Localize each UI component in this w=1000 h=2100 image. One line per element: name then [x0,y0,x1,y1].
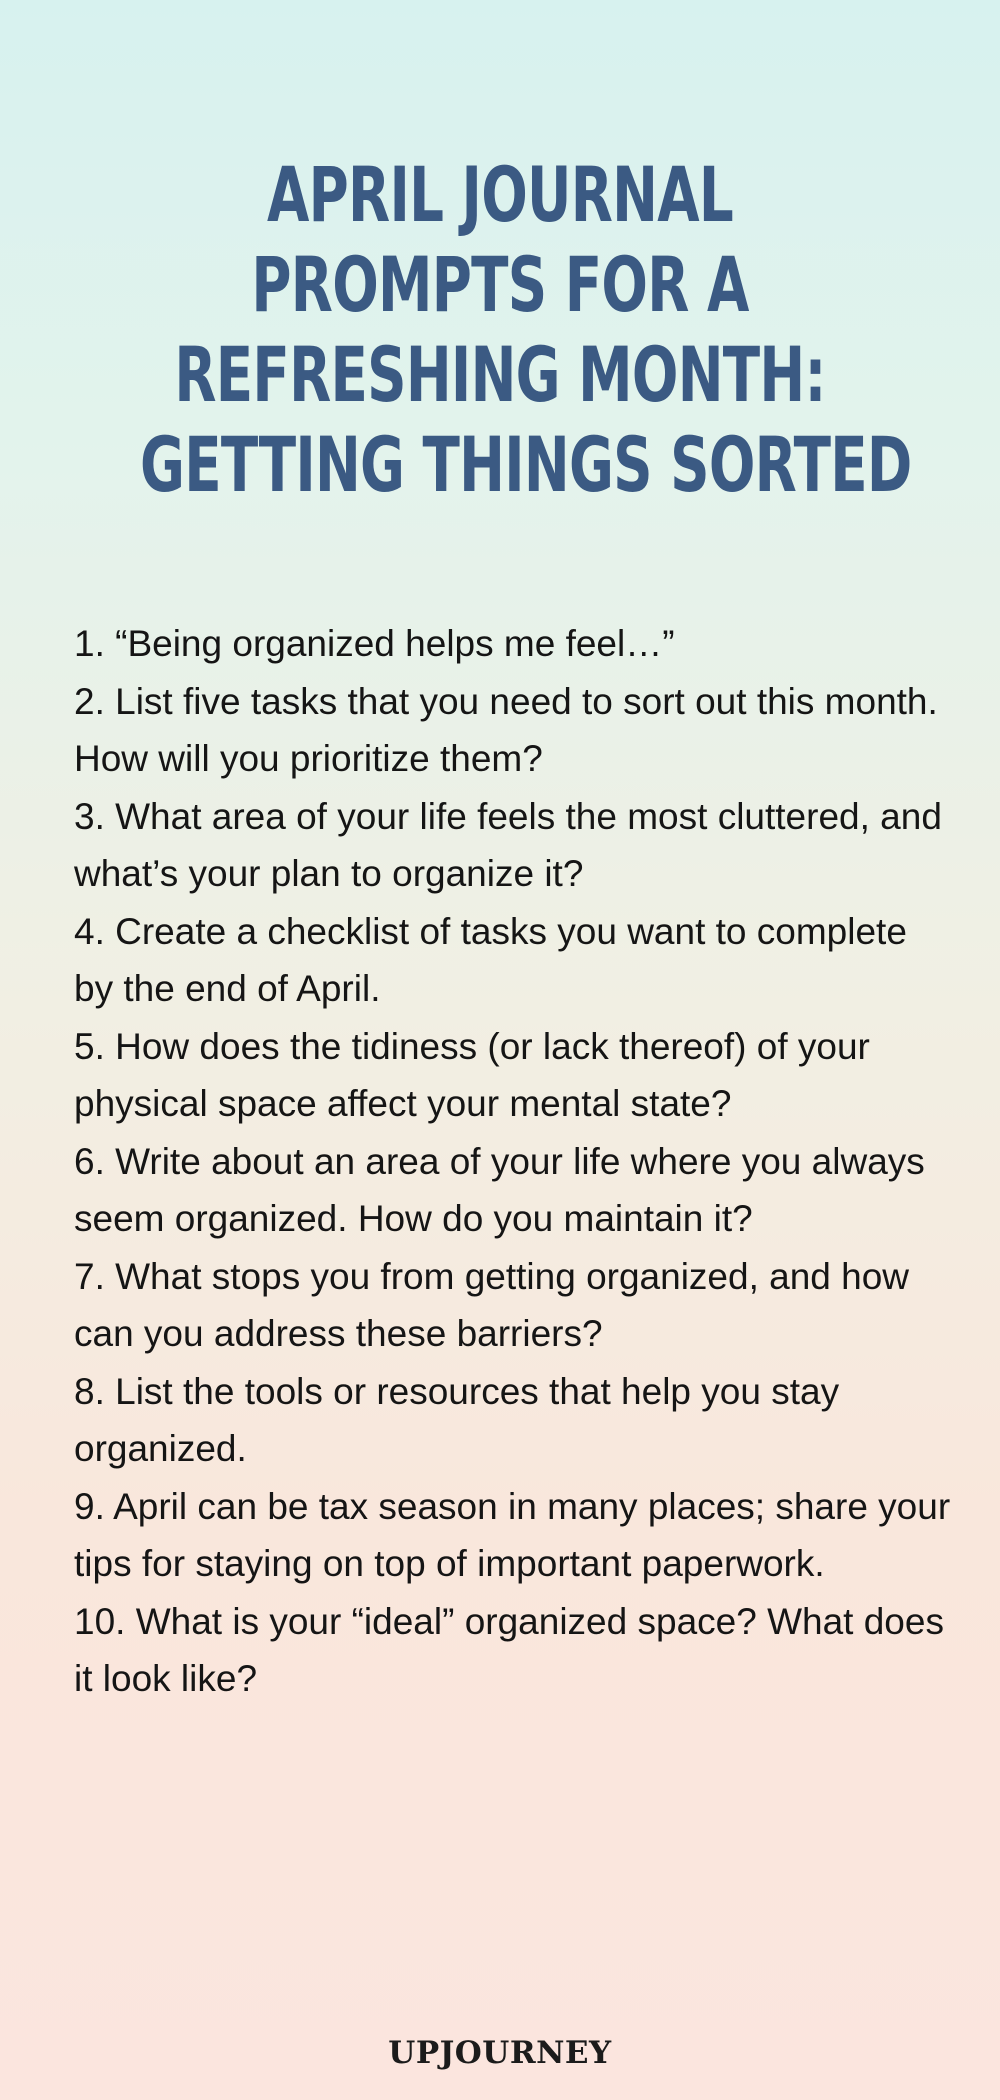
title-line-2: PROMPTS FOR A [251,240,749,329]
prompt-item-9: 9. April can be tax season in many places; share your tips for staying on top of important paperwork. [74,1485,951,1584]
prompt-item-3: 3. What area of your life feels the most cluttered, and what’s your plan to organize it? [74,795,942,894]
brand-logo: UPJOURNEY [388,2035,612,2071]
prompt-item-1: 1. “Being organized helps me feel…” [74,623,675,664]
prompt-item-4: 4. Create a checklist of tasks you want to complete by the end of April. [74,910,907,1009]
title-line-3: REFRESHING MONTH: [174,330,826,419]
title-line-1: APRIL JOURNAL [267,150,733,239]
prompt-item-10: 10. What is your “ideal” organized space? What does it look like? [74,1600,944,1699]
page-title [140,150,912,510]
prompt-item-7: 7. What stops you from getting organized, and how can you address these barriers? [74,1255,910,1354]
prompt-item-5: 5. How does the tidiness (or lack thereof) of your physical space affect your mental state? [74,1025,870,1124]
title-line-4: GETTING THINGS SORTED [140,420,912,509]
prompt-item-8: 8. List the tools or resources that help you stay organized. [74,1370,840,1469]
prompt-item-2: 2. List five tasks that you need to sort out this month. How will you prioritize them? [74,680,938,779]
prompt-item-6: 6. Write about an area of your life where you always seem organized. How do you maintain it? [74,1140,925,1239]
prompt-list [74,615,954,1708]
